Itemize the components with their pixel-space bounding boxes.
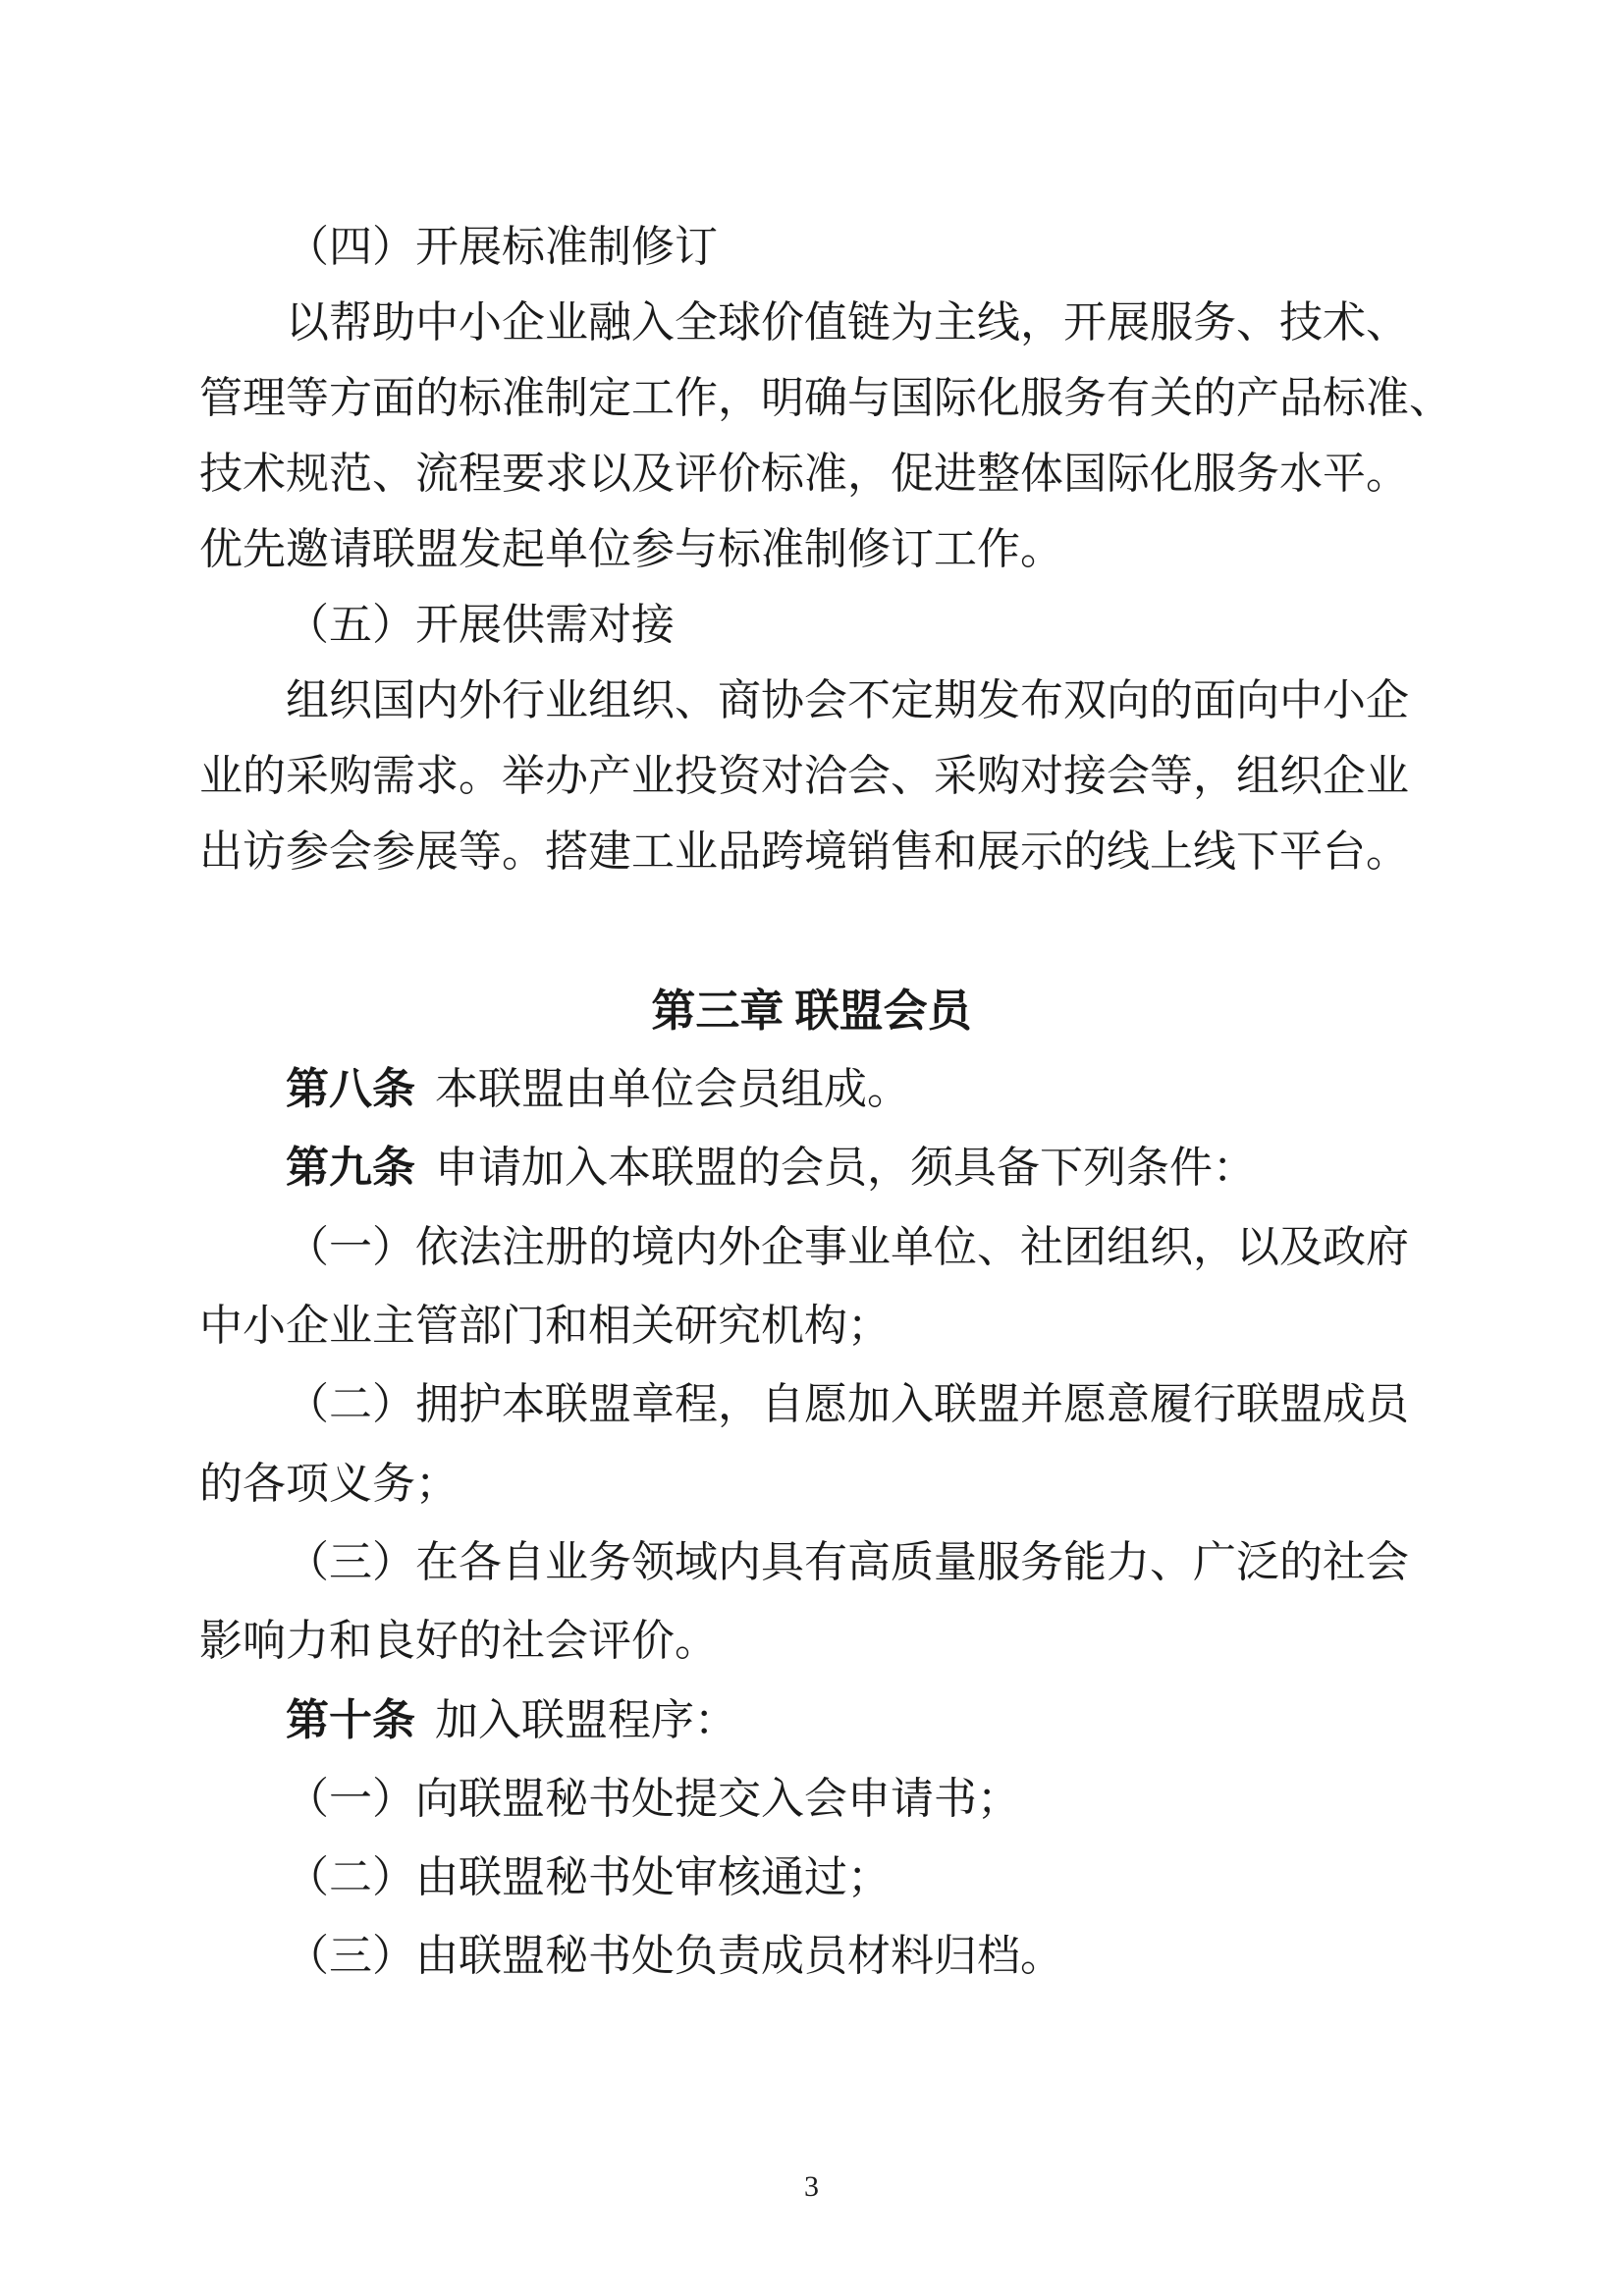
paragraph-line: 管理等方面的标准制定工作，明确与国际化服务有关的产品标准、	[199, 374, 1452, 422]
paragraph-line: （三）由联盟秘书处负责成员材料归档。	[286, 1932, 1063, 1980]
paragraph-line: 出访参会参展等。搭建工业品跨境销售和展示的线上线下平台。	[199, 828, 1409, 876]
paragraph-line: 组织国内外行业组织、商协会不定期发布双向的面向中小企	[286, 676, 1409, 724]
article-10-line	[199, 1695, 1542, 1746]
paragraph-line: （五）开展供需对接	[286, 601, 675, 649]
article-10-label: 第十条	[286, 1696, 415, 1744]
article-9-line	[199, 1143, 1542, 1194]
paragraph-line: （四）开展标准制修订	[286, 223, 718, 271]
paragraph-line: （三）在各自业务领域内具有高质量服务能力、广泛的社会	[286, 1538, 1409, 1586]
paragraph-line: 的各项义务；	[199, 1460, 459, 1508]
article-9-text: 申请加入本联盟的会员，须具备下列条件：	[435, 1144, 1256, 1192]
article-8-line	[199, 1064, 1542, 1115]
article-8-label: 第八条	[286, 1065, 415, 1113]
paragraph-line: （一）向联盟秘书处提交入会申请书；	[286, 1775, 1020, 1823]
paragraph-line: 以帮助中小企业融入全球价值链为主线，开展服务、技术、	[286, 298, 1409, 347]
paragraph-line: 业的采购需求。举办产业投资对洽会、采购对接会等，组织企业	[199, 752, 1409, 800]
paragraph-line: 影响力和良好的社会评价。	[199, 1617, 718, 1665]
paragraph-line: （二）由联盟秘书处审核通过；	[286, 1853, 891, 1901]
paragraph-line: 技术规范、流程要求以及评价标准，促进整体国际化服务水平。	[199, 450, 1409, 498]
chapter-heading: 第三章 联盟会员	[651, 987, 972, 1036]
paragraph-line: （一）依法注册的境内外企事业单位、社团组织，以及政府	[286, 1223, 1409, 1271]
paragraph-line: 优先邀请联盟发起单位参与标准制修订工作。	[199, 525, 1063, 573]
paragraph-line: （二）拥护本联盟章程，自愿加入联盟并愿意履行联盟成员	[286, 1380, 1409, 1428]
article-9-label: 第九条	[286, 1144, 415, 1192]
article-8-text: 本联盟由单位会员组成。	[435, 1065, 910, 1113]
article-10-text: 加入联盟程序：	[435, 1696, 737, 1744]
page-number: 3	[804, 2170, 819, 2203]
paragraph-line: 中小企业主管部门和相关研究机构；	[199, 1302, 891, 1350]
